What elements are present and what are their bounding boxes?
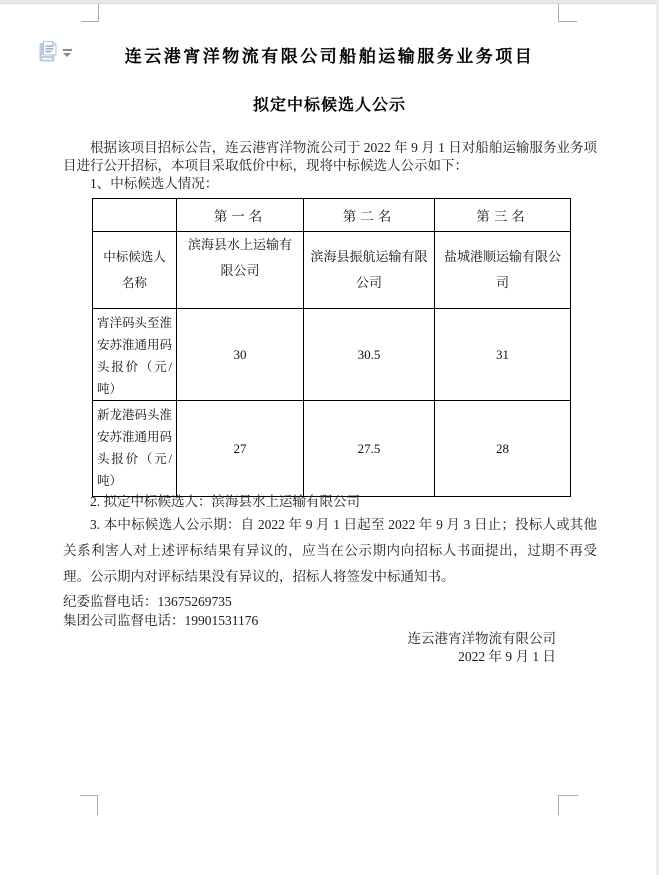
list-item-1: 1、中标候选人情况： [90, 176, 219, 191]
table-header-rank-1: 第一名 [177, 199, 304, 232]
crop-mark-top-right [558, 4, 577, 22]
table-row-price-xinlonggang [93, 401, 571, 497]
list-item-3: 3. 本中标候选人公示期：自 2022 年 9 月 1 日起至 2022 年 9 月 3 日止；投标人或其他关系利害人对上述评标结果有异议的，应当在公示期内向招标人书面提出，过期不再受理。公示期内对评标结果没有异议的，招标人将签发中标通知书。 [63, 517, 597, 584]
table-header-empty [93, 199, 177, 232]
group-phone-line: 集团公司监督电话：19901531176 [63, 613, 259, 628]
discipline-phone-line: 纪委监督电话：13675269735 [63, 594, 232, 609]
list-item-2: 2. 拟定中标候选人：滨海县水上运输有限公司 [90, 494, 360, 509]
document-title: 连云港宵洋物流有限公司船舶运输服务业务项目 [124, 47, 535, 66]
intro-paragraph: 根据该项目招标公告，连云港宵洋物流公司于 2022 年 9 月 1 日对船舶运输服务业务项目进行公开招标，本项目采取低价中标，现将中标候选人公示如下： [63, 140, 597, 173]
price-cell: 31 [435, 309, 571, 401]
row-label-candidate-name: 中标候选人名称 [93, 232, 177, 309]
price-cell: 28 [435, 401, 571, 497]
crop-mark-bottom-left [80, 795, 98, 815]
row-label-price-xiaoyang: 宵洋码头至淮安苏淮通用码头报价（元/吨） [93, 309, 177, 401]
price-cell: 30.5 [304, 309, 435, 401]
signature-block [408, 630, 557, 666]
bid-candidates-table [92, 198, 571, 497]
price-cell: 30 [177, 309, 304, 401]
crop-mark-bottom-right [558, 795, 578, 815]
candidate-3-name-cell: 盐城港顺运输有限公司 [435, 232, 571, 309]
table-header-rank-2: 第二名 [304, 199, 435, 232]
signature-date: 2022 年 9 月 1 日 [458, 649, 556, 664]
table-header-row [93, 199, 571, 232]
intro-block [63, 139, 597, 193]
row-label-price-xinlonggang: 新龙港码头淮安苏淮通用码头报价（元/吨） [93, 401, 177, 497]
signature-company: 连云港宵洋物流有限公司 [407, 631, 556, 646]
price-cell: 27 [177, 401, 304, 497]
candidate-2-name-cell: 滨海县振航运输有限公司 [304, 232, 435, 309]
table-header-rank-3: 第三名 [435, 199, 571, 232]
price-cell: 27.5 [304, 401, 435, 497]
table-row-price-xiaoyang [93, 309, 571, 401]
supervision-phones [63, 592, 258, 630]
candidate-1-name-cell: 滨海县水上运输有限公司 [177, 232, 304, 309]
document-subtitle: 拟定中标候选人公示 [252, 97, 406, 114]
table-row-candidate-names [93, 232, 571, 309]
crop-mark-top-left [81, 4, 99, 22]
